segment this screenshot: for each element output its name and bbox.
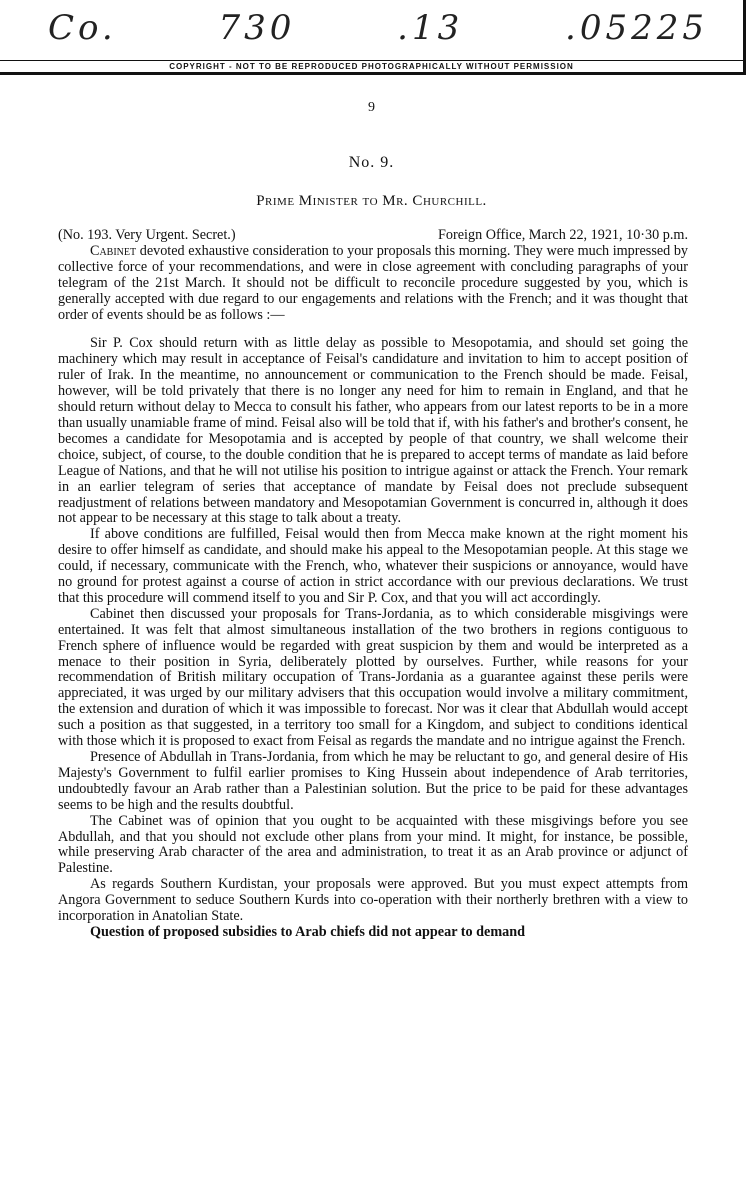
document-body <box>58 228 688 941</box>
document-number: No. 9. <box>348 154 395 171</box>
paragraph: As regards Southern Kurdistan, your proposals were approved. But you must expect attempts from Angora Government to seduce Southern Kurds into co-operation with their northerly brethren with a view to incorporation in Anatolian State. <box>58 876 688 925</box>
ref-part: .13 <box>397 8 464 48</box>
ref-part: Co. <box>48 8 117 48</box>
telegram-origin-date: Foreign Office, March 22, 1921, 10·30 p.m. <box>438 227 688 243</box>
paragraph: Question of proposed subsidies to Arab chiefs did not appear to demand <box>90 923 526 940</box>
ref-part: 730 <box>218 8 296 48</box>
archive-header <box>0 0 746 75</box>
copyright-notice: COPYRIGHT - NOT TO BE REPRODUCED PHOTOGRAPHICALLY WITHOUT PERMISSION <box>0 60 743 73</box>
telegram-meta <box>58 228 688 244</box>
paragraph: Cabinet then discussed your proposals for Trans-Jordania, as to which considerable misgivings were entertained. It was felt that almost simultaneous installation of the two brothers in regions contiguous to French sphere of influence would be regarded with great suspicion by them and would be interpreted as a menace to their position in Syria, deliberately plotted by ourselves. Further, while reasons for your recommendation of British military occupation of Trans-Jordania as a guarantee against these perils were appreciated, it was urged by our military advisers that this occupation would involve a military commitment, the extension and duration of which it was impossible to forecast. Nor was it clear that Abdullah would accept such a position as that suggested, in a territory too small for a Kingdom, and subject to conditions identical with those which it is proposed to exact from Feisal as regards the mandate and no intrigue against the French. <box>58 605 688 750</box>
paragraph: The Cabinet was of opinion that you ought to be acquainted with these misgivings before you see Abdullah, and that you should not exclude other plans from your mind. It might, for instance, be possible, while preserving Arab character of the area and administration, to treat it as an Arab province or adjunct of Palestine. <box>58 812 688 877</box>
ref-part: .05225 <box>565 8 708 48</box>
archive-reference <box>48 8 708 48</box>
paragraph: Presence of Abdullah in Trans-Jordania, from which he may be reluctant to go, and general desire of His Majesty's Government to fulfil earlier promises to King Hussein about independence of Arab territories, undoubtedly favour an Arab rather than a Palestinian solution. But the price to be paid for these advantages seems to be high and the results doubtful. <box>58 749 688 813</box>
telegram-classification: (No. 193. Very Urgent. Secret.) <box>58 227 236 243</box>
document-title: Prime Minister to Mr. Churchill. <box>256 193 487 209</box>
paragraph: Sir P. Cox should return with as little delay as possible to Mesopotamia, and should set going the machinery which may result in acceptance of Feisal's candidature and invitation to him to accept position of ruler of Irak. In the meantime, no announcement or communication to the French should be made. Feisal, however, will be told privately that there is no longer any need for him to remain in England, and that he should return without delay to Mecca to consult his father, who appears from our latest reports to be in a more than usually unamiable frame of mind. Feisal also will be told that if, with his father's and brother's consent, he becomes a candidate for Mesopotamia and is accepted by people of that country, we shall welcome their choice, subject, of course, to the double condition that he is prepared to accept terms of mandate as laid before League of Nations, and that he will not utilise his position to intrigue against or attack the French. Your remark in an earlier telegram of series that acceptance of mandate by Feisal does not preclude subsequent readjustment of relations between mandatory and Mesopotamian Government is concurred in, although it does not appear to be necessary at this stage to talk about a treaty. <box>58 335 689 527</box>
page-number: 9 <box>368 100 375 115</box>
paragraph: If above conditions are fulfilled, Feisal would then from Mecca make known at the right moment his desire to offer himself as candidate, and should make his appeal to the Mesopotamian people. At this stage we could, if necessary, communicate with the French, who, whatever their suspicions or annoyance, would have no ground for protest against a course of action in strict accordance with our previous declarations. We trust that this procedure will commend itself to you and Sir P. Cox, and that you will act accordingly. <box>58 526 688 606</box>
paragraph: Cabinet devoted exhaustive consideration to your proposals this morning. They were much impressed by collective force of your recommendations, and were in close agreement with concluding paragraphs of your telegram of the 21st March. It should not be difficult to reconcile procedure suggested by you, which is generally accepted with due regard to our engagements and relations with the French; and it was thought that order of events should be as follows :— <box>58 242 689 323</box>
lead-word: Cabinet <box>90 242 137 259</box>
